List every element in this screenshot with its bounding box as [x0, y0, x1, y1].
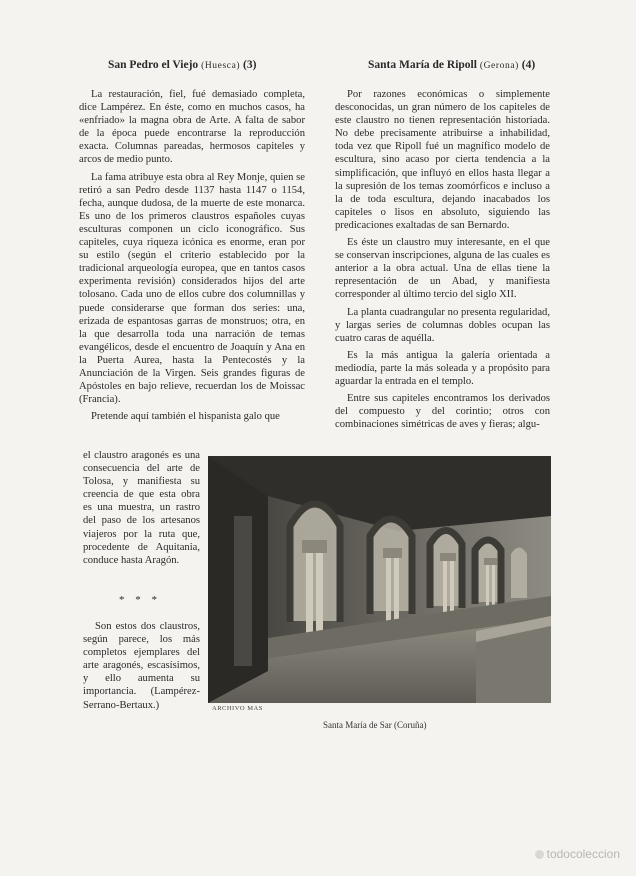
header-right — [368, 59, 535, 71]
cloister-photograph — [208, 456, 551, 703]
section-separator: * * * — [119, 594, 161, 606]
header-left — [108, 59, 256, 71]
right-paragraph-3: La planta cuadrangular no presenta regularidad, y largas series de columnas dobles ocupan las cuatro caras de aquélla. — [335, 306, 550, 344]
watermark — [535, 847, 620, 861]
header-left-province: (Huesca) — [201, 61, 241, 71]
watermark-text: todocoleccion — [546, 847, 620, 861]
cloister-photo-illustration — [208, 456, 551, 703]
left-narrow-text-2 — [83, 620, 200, 712]
right-paragraph-4: Es la más antigua la galería orientada a mediodía, parte la más soleada y a propósito para aguardar la entrada en el templo. — [335, 349, 550, 387]
left-column — [79, 88, 305, 427]
right-paragraph-5: Entre sus capiteles encontramos los derivados del compuesto y del corintio; otros con combinaciones simétricas de aves y fieras; algu- — [335, 393, 550, 431]
right-paragraph-1: Por razones económicas o simplemente desconocidas, un gran número de los capiteles de este claustro no tienen representación historiada. No debe precisamente atribuirse a inhabilidad, toda vez que Ripoll fué un magnífico modelo de escultura, sino acaso por cierta tendencia a la simplificación, que influyó en ellos hasta llegar a la supresión de los temas zoomórficos e incluso a la de toda escultura, dejando inacabados los capiteles o lisos en absoluto, siguiendo las predicaciones exaltadas de san Bernardo. — [335, 89, 550, 231]
header-left-number: (3) — [243, 59, 257, 71]
left-narrow-paragraph-1: el claustro aragonés es una consecuencia del arte de Tolosa, y manifiesta su creencia de que esta obra es una muestra, un rastro del paso de los artesanos viajeros por la ruta que, procedente de Aquitania, conduce hasta Aragón. — [83, 450, 200, 566]
photo-caption: Santa María de Sar (Coruña) — [323, 720, 427, 730]
header-right-province: (Gerona) — [479, 61, 519, 71]
left-paragraph-2: La fama atribuye esta obra al Rey Monje, quien se retiró a san Pedro desde 1137 hasta 1147 o 1154, fecha, aunque dudosa, de la muerte de este monarca. Es uno de los primeros claustros españoles cuyas esculturas componen un ciclo iconográfico. Sus capiteles, cuya riqueza icónica es enorme, eran por su estilo (según el criterio establecido por la tradicional arqueología europea, que en tantos casos experimenta revisión) considerados hijos del arte tolosano. Cada uno de ellos cubre dos columnillas y puede considerarse que forman dos series: una, erizada de espantosas garras de monstruos; otra, en la que desarrolla toda una narración de temas evangélicos, desde el encuentro de Joaquín y Ana en la Puerta Aurea, hasta la Pentecostés y la Anunciación de la Virgen. Seis grandes figuras de Apóstoles en bajo relieve, recuerdan los de Moissac (Francia). — [79, 171, 305, 406]
header-right-number: (4) — [521, 59, 536, 71]
watermark-logo-icon — [535, 850, 544, 859]
left-paragraph-3: Pretende aquí también el hispanista galo que — [91, 411, 280, 423]
right-column — [335, 88, 550, 435]
left-narrow-paragraph-2: Son estos dos claustros, según parece, los más completos ejemplares del arte aragonés, escasísimos, y ello aumenta su importancia. (Lampérez-Serrano-Bertaux.) — [83, 621, 200, 711]
photo-credit: ARCHIVO MAS — [212, 705, 263, 712]
header-left-title: San Pedro el Viejo — [108, 59, 199, 71]
header-right-title: Santa María de Ripoll — [368, 59, 477, 71]
right-paragraph-2: Es éste un claustro muy interesante, en el que se conservan inscripciones, alguna de las cuales es anterior a la obra actual. Una de ellas tiene la representación de un Abad, y manifiesta corresponder al último tercio del siglo XII. — [335, 237, 550, 301]
left-narrow-text-1 — [83, 449, 200, 567]
left-paragraph-1: La restauración, fiel, fué demasiado completa, dice Lampérez. En éste, como en muchos casos, ha «enfriado» la magna obra de Arte. A falta de sabor de la época puede encontrarse la reproducción exacta. Columnas pareadas, hermosos capiteles y arcos de medio punto. — [79, 89, 305, 166]
